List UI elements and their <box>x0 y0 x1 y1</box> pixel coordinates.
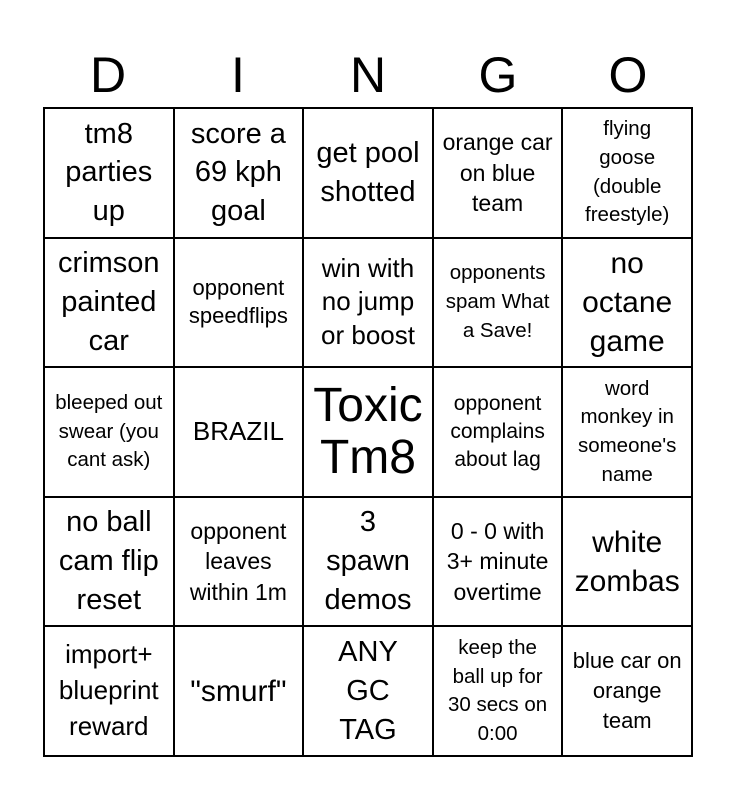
bingo-cell-r2-c5[interactable] <box>562 238 692 368</box>
bingo-cell-r5-c2[interactable] <box>174 626 304 756</box>
cell-text: opponent leaves within 1m <box>189 517 287 605</box>
cell-text: score a 69 kph goal <box>190 117 286 228</box>
cell-text: 3 spawn demos <box>324 506 412 617</box>
bingo-cell-r1-c2[interactable] <box>174 108 304 238</box>
cell-text: flying goose (double freestyle) <box>585 117 670 227</box>
title-letter-i: I <box>231 47 245 103</box>
bingo-cell-r1-c5[interactable] <box>562 108 692 238</box>
cell-text: word monkey in someone's name <box>577 376 677 486</box>
cell-text: blue car on orange team <box>572 648 682 734</box>
cell-text: opponents spam What a Save! <box>445 261 550 342</box>
cell-text: opponent complains about lag <box>450 392 545 471</box>
cell-text: opponent speedflips <box>188 274 288 329</box>
cell-text: no octane game <box>582 246 673 358</box>
title-letter-n: N <box>349 47 387 103</box>
bingo-cell-r3-c1[interactable] <box>44 367 174 497</box>
bingo-cell-r5-c4[interactable] <box>433 626 563 756</box>
bingo-cell-r4-c2[interactable] <box>174 497 304 627</box>
cell-text: get pool shotted <box>316 136 420 208</box>
bingo-cell-r5-c3[interactable] <box>303 626 433 756</box>
cell-text: keep the ball up for 30 secs on 0:00 <box>448 635 548 745</box>
bingo-cell-r3-c2[interactable] <box>174 367 304 497</box>
cell-text: bleeped out swear (you cant ask) <box>55 390 163 472</box>
bingo-cell-r4-c4[interactable] <box>433 497 563 627</box>
cell-text: Toxic Tm8 <box>313 379 423 484</box>
bingo-cell-r4-c1[interactable] <box>44 497 174 627</box>
bingo-cell-r1-c4[interactable] <box>433 108 563 238</box>
title-letter-g: G <box>478 47 518 103</box>
bingo-cell-r1-c1[interactable] <box>44 108 174 238</box>
bingo-cell-r1-c3[interactable] <box>303 108 433 238</box>
bingo-cell-r2-c2[interactable] <box>174 238 304 368</box>
bingo-board <box>43 107 693 757</box>
bingo-cell-r3-c3[interactable] <box>303 367 433 497</box>
cell-text: orange car on blue team <box>442 128 553 217</box>
bingo-cell-r5-c1[interactable] <box>44 626 174 756</box>
bingo-cell-r4-c5[interactable] <box>562 497 692 627</box>
cell-text: BRAZIL <box>192 416 284 447</box>
bingo-cell-r3-c4[interactable] <box>433 367 563 497</box>
bingo-title <box>43 42 693 108</box>
bingo-cell-r5-c5[interactable] <box>562 626 692 756</box>
cell-text: import+ blueprint reward <box>58 639 159 742</box>
cell-text: "smurf" <box>190 674 287 708</box>
title-letter-d: D <box>89 47 127 103</box>
cell-text: 0 - 0 with 3+ minute overtime <box>446 517 549 605</box>
bingo-cell-r2-c4[interactable] <box>433 238 563 368</box>
bingo-cell-r2-c3[interactable] <box>303 238 433 368</box>
bingo-cell-r3-c5[interactable] <box>562 367 692 497</box>
cell-text: ANY GC TAG <box>338 635 398 746</box>
cell-text: no ball cam flip reset <box>58 506 159 617</box>
cell-text: white zombas <box>574 525 680 598</box>
cell-text: crimson painted car <box>58 247 160 357</box>
bingo-cell-r4-c3[interactable] <box>303 497 433 627</box>
title-letter-o: O <box>608 47 648 103</box>
bingo-cell-r2-c1[interactable] <box>44 238 174 368</box>
cell-text: tm8 parties up <box>65 117 153 228</box>
cell-text: win with no jump or boost <box>321 252 415 351</box>
